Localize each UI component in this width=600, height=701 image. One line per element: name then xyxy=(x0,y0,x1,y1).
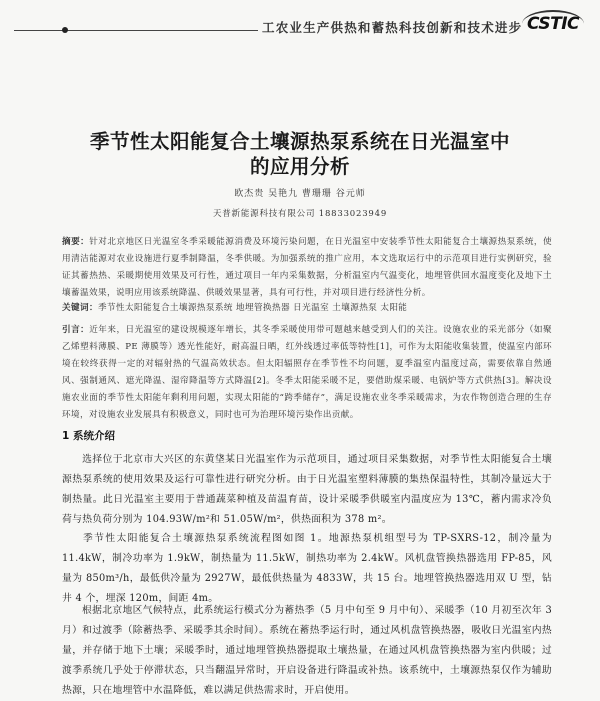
cstic-logo: CSTIC xyxy=(527,14,580,34)
keywords xyxy=(62,300,552,317)
paper-title-line1: 季节性太阳能复合土壤源热泵系统在日光温室中 xyxy=(89,130,510,153)
section-heading: 1 系统介绍 xyxy=(62,430,115,442)
body-text-1: 选择位于北京市大兴区的东黄垡某日光温室作为示范项目，通过项目采集数据，对季节性太阳能复合土壤源热泵系统的使用效果及运行可靠性进行研究分析。由于日光温室塑料薄膜的集热保温特性，其制冷量远大于制热量。此日光温室主要用于普通蔬菜种植及苗温育苗，设计采暖季供暖室内温度应为 13℃，蓄内需求冷负荷与热负荷分别为 104.93W/m²和 51.05W/m²，供热面积为 378 m²。 xyxy=(62,454,552,525)
body-text-3: 根据北京地区气候特点，此系统运行模式分为蓄热季（5 月中旬至 9 月中旬）、采暖季（10 月初至次年 3 月）和过渡季（除蓄热季、采暖季其余时间）。系统在蓄热季运行时，通过风机盘管换热器，吸收日光温室内热量，并存储于地下土壤；采暖季时，通过地埋管换热器提取土壤热量，在通过风机盘管换热器为室内供暖；过渡季系统几乎处于停滞状态，只当翻温异常时，开启设备进行降温或补热。该系统中，土壤源热泵仅作为辅助热源，只在地埋管中水温降低，难以满足供热需求时，开启使用。 xyxy=(62,605,552,696)
journal-title: 工农业生产供热和蓄热科技创新和技术进步 xyxy=(262,20,523,35)
body-paragraph-3 xyxy=(62,601,552,701)
intro-label: 引言： xyxy=(62,325,90,335)
paper-title-line2: 的应用分析 xyxy=(249,155,350,178)
body-paragraph-1 xyxy=(62,450,552,530)
keywords-text: 季节性太阳能复合土壤源热泵系统 地埋管换热器 日光温室 土壤源热泵 太阳能 xyxy=(97,303,408,313)
header-dot xyxy=(62,27,68,33)
intro-text: 近年来，日光温室的建设规模逐年增长，其冬季采暖使用带可题越来越受到人们的关注。设施农业的采光部分（如聚乙烯塑料薄膜、PE 薄膜等）透光性能好，耐高温日晒，红外线透过率低等特性[1]，可作为太阳能收集装置，使温室内部环境在较终获得一定的对辐射热的气温高效状态。但太阳辐照存在季节性不均问题，夏季温室内温度过高，需要依靠自然通风、强制通风、遮光降温、湿帘降温等方式降温[2]。冬季太阳能采暖不足，要借助煤采暖、电锅炉等方式供热[3]。解决设施农业面的季节性太阳能年剩利用问题，实现太阳能的“跨季储存”，满足设施农业冬季采暖需求，为农作物创造合理的生存环境，对设施农业发展具有积极意义，同时也可为治理环境污染作出贡献。 xyxy=(62,325,553,420)
header-rule xyxy=(14,30,258,31)
abstract-label: 摘要： xyxy=(62,237,90,247)
abstract xyxy=(62,234,552,302)
introduction xyxy=(62,322,552,424)
body-paragraph-2 xyxy=(62,529,552,609)
authors: 欧杰贵 吴艳九 曹珊珊 谷元师 xyxy=(234,189,366,199)
abstract-text: 针对北京地区日光温室冬季采暖能源消费及环境污染问题，在日光温室中安装季节性太阳能复合土壤源热泵系统，使用清洁能源对农业设施进行夏季制降温，冬季供暖。为加强系统的推广应用，本文选取运行中的示范项目进行实例研究，验证其蓄热热、采暖期使用效果及可行性，通过项目一年内采集数据，分析温室内气温变化，地埋管供回水温度变化及地下土壤蓄温效果，说明应用该系统降温、供暖效果显著，具有可行性，并对项目进行经济性分析。 xyxy=(62,237,553,298)
keywords-label: 关键词： xyxy=(62,303,98,313)
body-text-2: 季节性太阳能复合土壤源热泵系统流程图如图 1。地源热泵机组型号为 TP-SXRS-12，制冷量为 11.4kW，制冷功率为 1.9kW，制热量为 11.5kW，制热功率为 2.4kW。风机盘管换热器选用 FP-85，风量为 850m³/h，最低供冷量为 2927W，最低供热量为 4833W，共 15 台。地埋管换热器选用双 U 型，钻井 4 个，埋深 120m，间距 4m。 xyxy=(62,533,552,604)
affiliation: 天普新能源科技有限公司 18833023949 xyxy=(212,209,388,219)
